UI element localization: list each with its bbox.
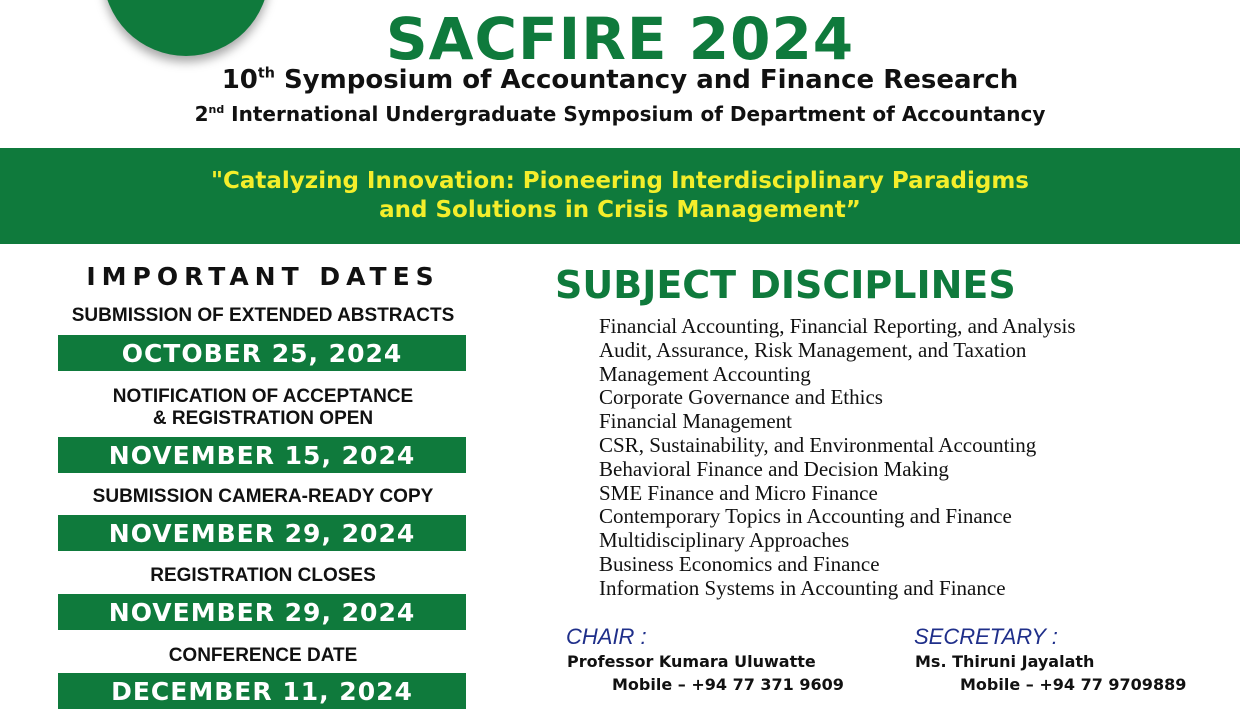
chair-mobile: Mobile – +94 77 371 9609 [612,675,844,694]
secretary-name: Ms. Thiruni Jayalath [915,652,1095,671]
secretary-role-label: SECRETARY : [914,624,1058,649]
date-label-notification-line1: NOTIFICATION OF ACCEPTANCE [112,386,414,407]
discipline-item: Information Systems in Accounting and Finance [599,575,1006,600]
symposium-ordinal-number: 10 [221,65,258,95]
discipline-item: Contemporary Topics in Accounting and Finance [599,504,1012,529]
date-value-camera-ready: NOVEMBER 29, 2024 [58,515,466,551]
discipline-item: Audit, Assurance, Risk Management, and Taxation [599,337,1027,362]
intl-ordinal-number: 2 [194,102,209,126]
date-label-registration-closes: REGISTRATION CLOSES [150,565,376,586]
discipline-item: Financial Management [599,409,793,434]
discipline-item: CSR, Sustainability, and Environmental Accounting [599,432,1037,457]
important-dates-heading: IMPORTANT DATES [86,262,440,291]
discipline-item: Multidisciplinary Approaches [599,528,850,553]
theme-line-2: and Solutions in Crisis Management” [379,197,861,223]
international-subtitle [0,100,1240,128]
date-value-conference: DECEMBER 11, 2024 [58,673,466,709]
discipline-item: SME Finance and Micro Finance [599,480,878,505]
chair-role-label: CHAIR : [566,624,647,649]
intl-ordinal-suffix: nd [208,102,225,116]
symposium-ordinal-suffix: th [257,65,275,82]
symposium-subtitle-text: Symposium of Accountancy and Finance Research [274,65,1019,95]
date-label-camera-ready: SUBMISSION CAMERA-READY COPY [92,486,434,507]
discipline-list [599,315,1076,601]
discipline-item: Management Accounting [599,361,811,386]
date-value-abstracts: OCTOBER 25, 2024 [58,335,466,371]
subject-disciplines-heading: SUBJECT DISCIPLINES [555,263,1016,307]
discipline-item: Financial Accounting, Financial Reporting, and Analysis [599,314,1076,338]
discipline-item: Corporate Governance and Ethics [599,385,883,410]
secretary-mobile: Mobile – +94 77 9709889 [960,675,1187,694]
date-label-abstracts: SUBMISSION OF EXTENDED ABSTRACTS [71,305,455,326]
theme-banner [0,148,1240,244]
theme-line-1: "Catalyzing Innovation: Pioneering Interdisciplinary Paradigms [211,168,1029,194]
discipline-item: Business Economics and Finance [599,551,880,576]
date-value-notification: NOVEMBER 15, 2024 [58,437,466,473]
date-label-conference: CONFERENCE DATE [168,645,358,666]
date-label-notification-line2: & REGISTRATION OPEN [152,408,374,429]
intl-subtitle-text: International Undergraduate Symposium of Department of Accountancy [224,102,1046,126]
discipline-item: Behavioral Finance and Decision Making [599,456,949,481]
symposium-subtitle [0,63,1240,97]
event-title: SACFIRE 2024 [385,5,855,73]
date-value-registration-closes: NOVEMBER 29, 2024 [58,594,466,630]
chair-name: Professor Kumara Uluwatte [567,652,816,671]
